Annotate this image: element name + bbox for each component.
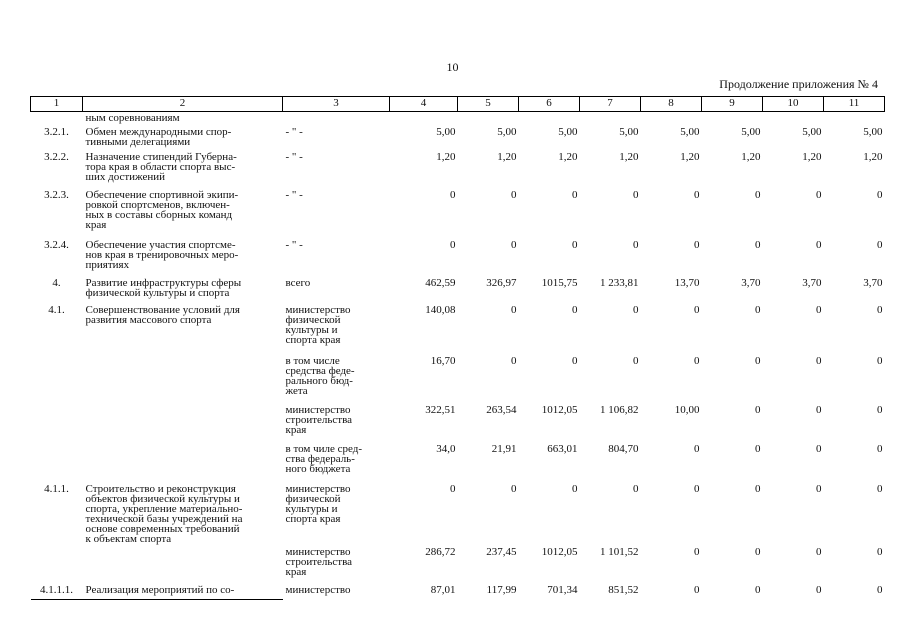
- page-number: 10: [446, 60, 459, 74]
- col-header: 8: [641, 97, 702, 112]
- budget-table: [30, 96, 885, 600]
- item-name: [83, 544, 283, 582]
- amount-cell: 16,70: [430, 354, 456, 367]
- table-row: [31, 149, 885, 187]
- amount-cell: [824, 112, 885, 124]
- amount-cell: 0: [816, 403, 822, 416]
- item-code: [31, 441, 83, 481]
- amount-cell: 1,20: [497, 150, 517, 163]
- item-name: Назначение стипендий Губерна- тора края в области спорта выс- ших достижений: [85, 150, 237, 183]
- amount-cell: 0: [450, 238, 456, 251]
- amount-cell: 1012,05: [541, 403, 578, 416]
- amount-cell: 0: [694, 303, 700, 316]
- item-name: Совершенствование условий для развития массового спорта: [85, 303, 240, 326]
- executor: министерство строительства края: [285, 545, 353, 578]
- item-code: 4.1.: [48, 303, 65, 316]
- table-row: [31, 353, 885, 402]
- item-code: 3.2.3.: [44, 188, 69, 201]
- amount-cell: 0: [816, 545, 822, 558]
- col-header: 7: [580, 97, 641, 112]
- executor: - " -: [285, 188, 303, 201]
- amount-cell: 804,70: [608, 442, 639, 455]
- amount-cell: 462,59: [425, 276, 456, 289]
- amount-cell: 0: [816, 583, 822, 596]
- amount-cell: 0: [572, 188, 578, 201]
- amount-cell: [580, 112, 641, 124]
- col-header: 2: [83, 97, 283, 112]
- executor: всего: [285, 276, 311, 289]
- amount-cell: 663,01: [547, 442, 578, 455]
- amount-cell: [702, 112, 763, 124]
- amount-cell: 1 106,82: [600, 403, 639, 416]
- executor: [283, 112, 390, 124]
- amount-cell: 0: [511, 188, 517, 201]
- item-name: ным соревнованиям: [85, 111, 180, 124]
- executor: министерство: [285, 583, 351, 596]
- amount-cell: 0: [572, 238, 578, 251]
- col-header: 3: [283, 97, 390, 112]
- item-code: [31, 544, 83, 582]
- amount-cell: 0: [755, 354, 761, 367]
- amount-cell: 0: [694, 583, 700, 596]
- amount-cell: 3,70: [863, 276, 883, 289]
- item-name: Обмен международными спор- тивными делегациями: [85, 125, 232, 148]
- amount-cell: 0: [694, 188, 700, 201]
- item-name: [83, 402, 283, 441]
- item-code: [31, 402, 83, 441]
- executor: министерство физической культуры и спорта края: [285, 482, 351, 525]
- amount-cell: 140,08: [425, 303, 456, 316]
- amount-cell: 701,34: [547, 583, 578, 596]
- amount-cell: 3,70: [741, 276, 761, 289]
- amount-cell: 0: [816, 303, 822, 316]
- amount-cell: 0: [694, 238, 700, 251]
- executor: министерство физической культуры и спорта края: [285, 303, 351, 346]
- amount-cell: 0: [572, 354, 578, 367]
- amount-cell: 5,00: [436, 125, 456, 138]
- amount-cell: 87,01: [430, 583, 456, 596]
- amount-cell: 21,91: [491, 442, 517, 455]
- amount-cell: 0: [572, 303, 578, 316]
- amount-cell: 326,97: [486, 276, 517, 289]
- col-header: 11: [824, 97, 885, 112]
- item-code: 3.2.1.: [44, 125, 69, 138]
- item-name: Реализация мероприятий по со-: [83, 582, 283, 600]
- amount-cell: 0: [694, 354, 700, 367]
- table-row: [31, 112, 885, 124]
- table-row: [31, 187, 885, 237]
- amount-cell: [390, 112, 458, 124]
- col-header: 10: [763, 97, 824, 112]
- amount-cell: 117,99: [486, 583, 517, 596]
- item-code: 4.: [52, 276, 61, 289]
- table-row: [31, 441, 885, 481]
- amount-cell: 5,00: [863, 125, 883, 138]
- amount-cell: [641, 112, 702, 124]
- amount-cell: 237,45: [486, 545, 517, 558]
- executor: министерство строительства края: [285, 403, 353, 436]
- table-row: [31, 402, 885, 441]
- table-row: [31, 302, 885, 353]
- table-row: [31, 124, 885, 149]
- table-row: [31, 582, 885, 600]
- amount-cell: 1,20: [680, 150, 700, 163]
- col-header: 6: [519, 97, 580, 112]
- item-name: Развитие инфраструктуры сферы физической культуры и спорта: [85, 276, 242, 299]
- amount-cell: 0: [694, 482, 700, 495]
- amount-cell: 0: [755, 545, 761, 558]
- amount-cell: 5,00: [680, 125, 700, 138]
- item-code: 3.2.4.: [44, 238, 69, 251]
- amount-cell: 1,20: [863, 150, 883, 163]
- amount-cell: 0: [877, 303, 883, 316]
- amount-cell: 0: [572, 482, 578, 495]
- amount-cell: 5,00: [619, 125, 639, 138]
- amount-cell: 5,00: [497, 125, 517, 138]
- amount-cell: 3,70: [802, 276, 822, 289]
- amount-cell: 0: [633, 188, 639, 201]
- amount-cell: 322,51: [425, 403, 456, 416]
- item-name: Обеспечение участия спортсме- нов края в тренировочных меро- приятиях: [85, 238, 239, 271]
- amount-cell: 0: [877, 482, 883, 495]
- amount-cell: 0: [450, 482, 456, 495]
- amount-cell: 0: [877, 354, 883, 367]
- item-name: [83, 441, 283, 481]
- amount-cell: 851,52: [608, 583, 639, 596]
- item-code: 4.1.1.1.: [31, 582, 83, 600]
- amount-cell: 0: [633, 303, 639, 316]
- amount-cell: 263,54: [486, 403, 517, 416]
- amount-cell: 0: [755, 482, 761, 495]
- column-header-row: [31, 97, 885, 112]
- item-code: [31, 112, 83, 124]
- amount-cell: 0: [755, 442, 761, 455]
- amount-cell: 0: [633, 354, 639, 367]
- executor: - " -: [285, 238, 303, 251]
- amount-cell: 0: [816, 238, 822, 251]
- table-row: [31, 481, 885, 544]
- amount-cell: 0: [877, 403, 883, 416]
- amount-cell: 0: [877, 583, 883, 596]
- amount-cell: 5,00: [741, 125, 761, 138]
- col-header: 9: [702, 97, 763, 112]
- amount-cell: 0: [816, 188, 822, 201]
- amount-cell: 0: [877, 442, 883, 455]
- col-header: 5: [458, 97, 519, 112]
- amount-cell: 1012,05: [541, 545, 578, 558]
- amount-cell: 0: [511, 238, 517, 251]
- amount-cell: 0: [816, 354, 822, 367]
- amount-cell: 0: [694, 545, 700, 558]
- amount-cell: 1,20: [802, 150, 822, 163]
- table-row: [31, 275, 885, 302]
- item-code: [31, 353, 83, 402]
- amount-cell: 1 233,81: [600, 276, 639, 289]
- amount-cell: 0: [755, 303, 761, 316]
- amount-cell: 0: [877, 238, 883, 251]
- amount-cell: 13,70: [674, 276, 700, 289]
- amount-cell: 1,20: [619, 150, 639, 163]
- amount-cell: 0: [755, 188, 761, 201]
- amount-cell: 10,00: [674, 403, 700, 416]
- amount-cell: 0: [633, 238, 639, 251]
- item-name: Обеспечение спортивной экипи- ровкой спортсменов, включен- ных в составы сборных команд края: [85, 188, 239, 231]
- amount-cell: 0: [755, 238, 761, 251]
- amount-cell: 5,00: [558, 125, 578, 138]
- amount-cell: 0: [755, 583, 761, 596]
- amount-cell: 1,20: [741, 150, 761, 163]
- item-code: 3.2.2.: [44, 150, 69, 163]
- amount-cell: 0: [816, 482, 822, 495]
- col-header: 1: [31, 97, 83, 112]
- amount-cell: 0: [877, 545, 883, 558]
- amount-cell: 0: [633, 482, 639, 495]
- amount-cell: 0: [511, 303, 517, 316]
- amount-cell: 0: [450, 188, 456, 201]
- amount-cell: 286,72: [425, 545, 456, 558]
- item-code: 4.1.1.: [44, 482, 69, 495]
- amount-cell: 1,20: [436, 150, 456, 163]
- amount-cell: 1,20: [558, 150, 578, 163]
- item-name: [83, 353, 283, 402]
- table-row: [31, 544, 885, 582]
- amount-cell: 0: [511, 482, 517, 495]
- amount-cell: 0: [694, 442, 700, 455]
- executor: в том числе средства феде- рального бюд- жета: [285, 354, 355, 397]
- amount-cell: 34,0: [436, 442, 456, 455]
- table-row: [31, 237, 885, 275]
- amount-cell: 0: [816, 442, 822, 455]
- item-name: Строительство и реконструкция объектов физической культуры и спорта, укрепление материально- технической базы учреждений на основе современных требований к объектам спорта: [85, 482, 243, 545]
- amount-cell: 1015,75: [541, 276, 578, 289]
- col-header: 4: [390, 97, 458, 112]
- amount-cell: [458, 112, 519, 124]
- executor: - " -: [285, 125, 303, 138]
- amount-cell: [519, 112, 580, 124]
- continuation-label: Продолжение приложения № 4: [719, 77, 878, 91]
- executor: - " -: [285, 150, 303, 163]
- amount-cell: 0: [755, 403, 761, 416]
- amount-cell: 1 101,52: [600, 545, 639, 558]
- amount-cell: [763, 112, 824, 124]
- amount-cell: 5,00: [802, 125, 822, 138]
- amount-cell: 0: [877, 188, 883, 201]
- amount-cell: 0: [511, 354, 517, 367]
- executor: в том чиле сред- ства федераль- ного бюджета: [285, 442, 363, 475]
